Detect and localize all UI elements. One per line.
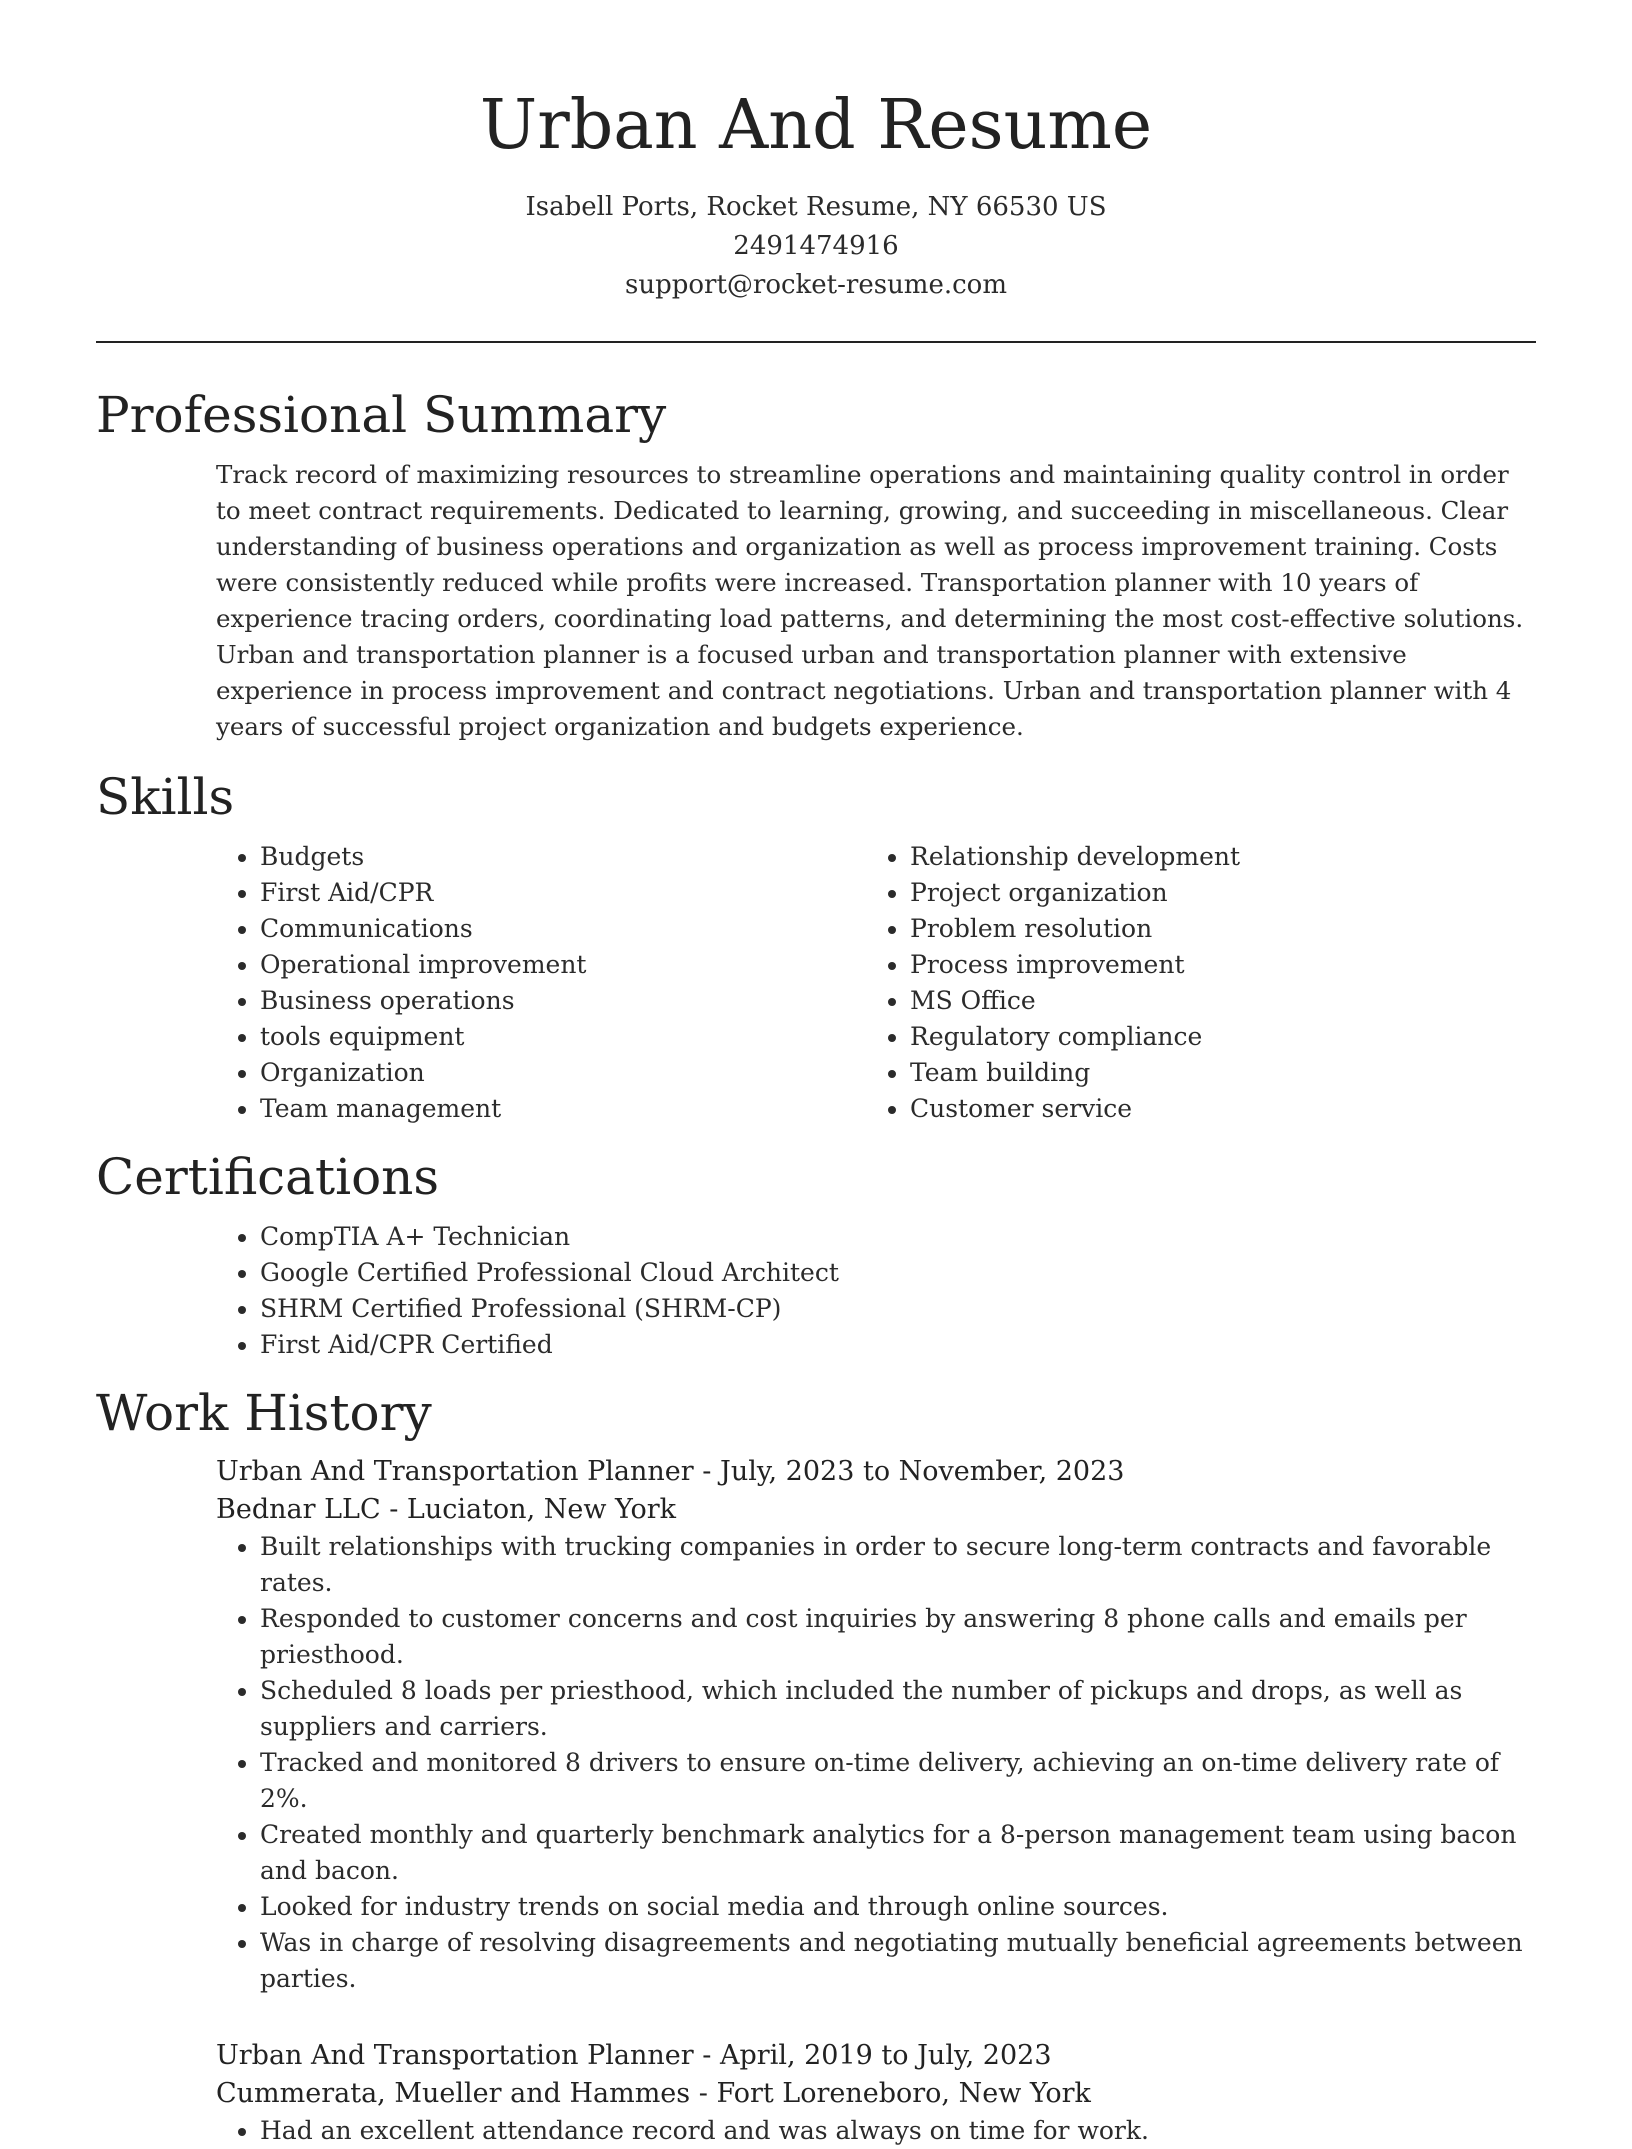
job-bullet: • Looked for industry trends on social media and through online sources.	[260, 1889, 1536, 1925]
skill-item: • Organization	[260, 1055, 866, 1091]
skill-item: • First Aid/CPR	[260, 875, 866, 911]
job-bullet: • Was in charge of resolving disagreements and negotiating mutually beneficial agreements between parties.	[260, 1925, 1536, 1997]
skills-columns	[216, 839, 1536, 1127]
job-title: Urban And Transportation Planner	[216, 2040, 694, 2071]
certifications-heading: Certifications	[96, 1148, 440, 1206]
certification-item: • CompTIA A+ Technician	[260, 1219, 1536, 1255]
job-bullet: • Scheduled 8 loads per priesthood, which included the number of pickups and drops, as well as suppliers and carriers.	[260, 1673, 1536, 1745]
job-bullet: • Created monthly and quarterly benchmark analytics for a 8-person management team using bacon and bacon.	[260, 1817, 1536, 1889]
skill-item: • Customer service	[910, 1091, 1516, 1127]
resume-header	[96, 0, 1536, 305]
job-title-line: Urban And Transportation Planner - July, 2023 to November, 2023	[216, 1456, 1125, 1487]
work-history-section	[96, 1383, 1536, 2149]
job-title: Urban And Transportation Planner	[216, 1456, 694, 1487]
skill-item: • Budgets	[260, 839, 866, 875]
skill-item: • Operational improvement	[260, 947, 866, 983]
certification-item: • Google Certified Professional Cloud Architect	[260, 1255, 1536, 1291]
skill-item: • Communications	[260, 911, 866, 947]
contact-address: Isabell Ports, Rocket Resume, NY 66530 US	[525, 192, 1107, 222]
job-bullet: • Built relationships with trucking companies in order to secure long-term contracts and favorable rates.	[260, 1529, 1536, 1601]
job-location: Luciaton, New York	[406, 1494, 677, 1525]
job-company-line: Bednar LLC - Luciaton, New York	[216, 1494, 677, 1525]
job-company: Cummerata, Mueller and Hammes	[216, 2078, 691, 2109]
certifications-section	[96, 1147, 1536, 1363]
certification-item: • First Aid/CPR Certified	[260, 1327, 1536, 1363]
certifications-list	[216, 1219, 1536, 1363]
job-bullet: • Tracked and monitored 8 drivers to ensure on-time delivery, achieving an on-time delivery rate of 2%.	[260, 1745, 1536, 1817]
job-company-line: Cummerata, Mueller and Hammes - Fort Loreneboro, New York	[216, 2078, 1091, 2109]
skill-item: • Regulatory compliance	[910, 1019, 1516, 1055]
job-entry	[216, 1453, 1536, 1997]
work-history-heading: Work History	[96, 1384, 432, 1442]
certification-item: • SHRM Certified Professional (SHRM-CP)	[260, 1291, 1536, 1327]
job-bullet: • Responded to customer concerns and cost inquiries by answering 8 phone calls and emails per priesthood.	[260, 1601, 1536, 1673]
certifications-block	[216, 1219, 1536, 1363]
job-bullets	[216, 1529, 1536, 1997]
contact-block	[96, 188, 1536, 305]
skills-list-left	[216, 839, 866, 1127]
skill-item: • Problem resolution	[910, 911, 1516, 947]
skills-column-left	[216, 839, 866, 1127]
candidate-name: Urban And Resume	[479, 86, 1153, 165]
skills-column-right	[866, 839, 1516, 1127]
skill-item: • tools equipment	[260, 1019, 866, 1055]
job-bullet: • Had an excellent attendance record and was always on time for work.	[260, 2113, 1536, 2149]
skill-item: • MS Office	[910, 983, 1516, 1019]
contact-phone: 2491474916	[733, 231, 899, 261]
summary-section	[96, 385, 1536, 745]
job-company: Bednar LLC	[216, 1494, 381, 1525]
job-entry	[216, 2037, 1536, 2149]
skill-item: • Business operations	[260, 983, 866, 1019]
skills-section	[96, 767, 1536, 1127]
summary-heading: Professional Summary	[96, 386, 667, 444]
job-bullets	[216, 2113, 1536, 2149]
skills-heading: Skills	[96, 768, 235, 826]
job-dates: April, 2019 to July, 2023	[720, 2040, 1052, 2071]
skill-item: • Relationship development	[910, 839, 1516, 875]
skill-item: • Team management	[260, 1091, 866, 1127]
contact-email: support@rocket-resume.com	[624, 270, 1007, 300]
job-dates: July, 2023 to November, 2023	[720, 1456, 1125, 1487]
skills-list-right	[866, 839, 1516, 1127]
skill-item: • Project organization	[910, 875, 1516, 911]
header-divider	[96, 341, 1536, 343]
summary-text: Track record of maximizing resources to streamline operations and maintaining quality control in order to meet contract requirements. Dedicated to learning, growing, and succeeding in miscellaneous. Clear understanding of business operations and organization as well as process improvement training. Costs were consistently reduced while profits were increased. Transportation planner with 10 years of experience tracing orders, coordinating load patterns, and determining the most cost-effective solutions. Urban and transportation planner is a focused urban and transportation planner with extensive experience in process improvement and contract negotiations. Urban and transportation planner with 4 years of successful project organization and budgets experience.	[216, 460, 1524, 741]
job-title-line: Urban And Transportation Planner - April, 2019 to July, 2023	[216, 2040, 1052, 2071]
skill-item: • Team building	[910, 1055, 1516, 1091]
job-location: Fort Loreneboro, New York	[716, 2078, 1091, 2109]
skill-item: • Process improvement	[910, 947, 1516, 983]
